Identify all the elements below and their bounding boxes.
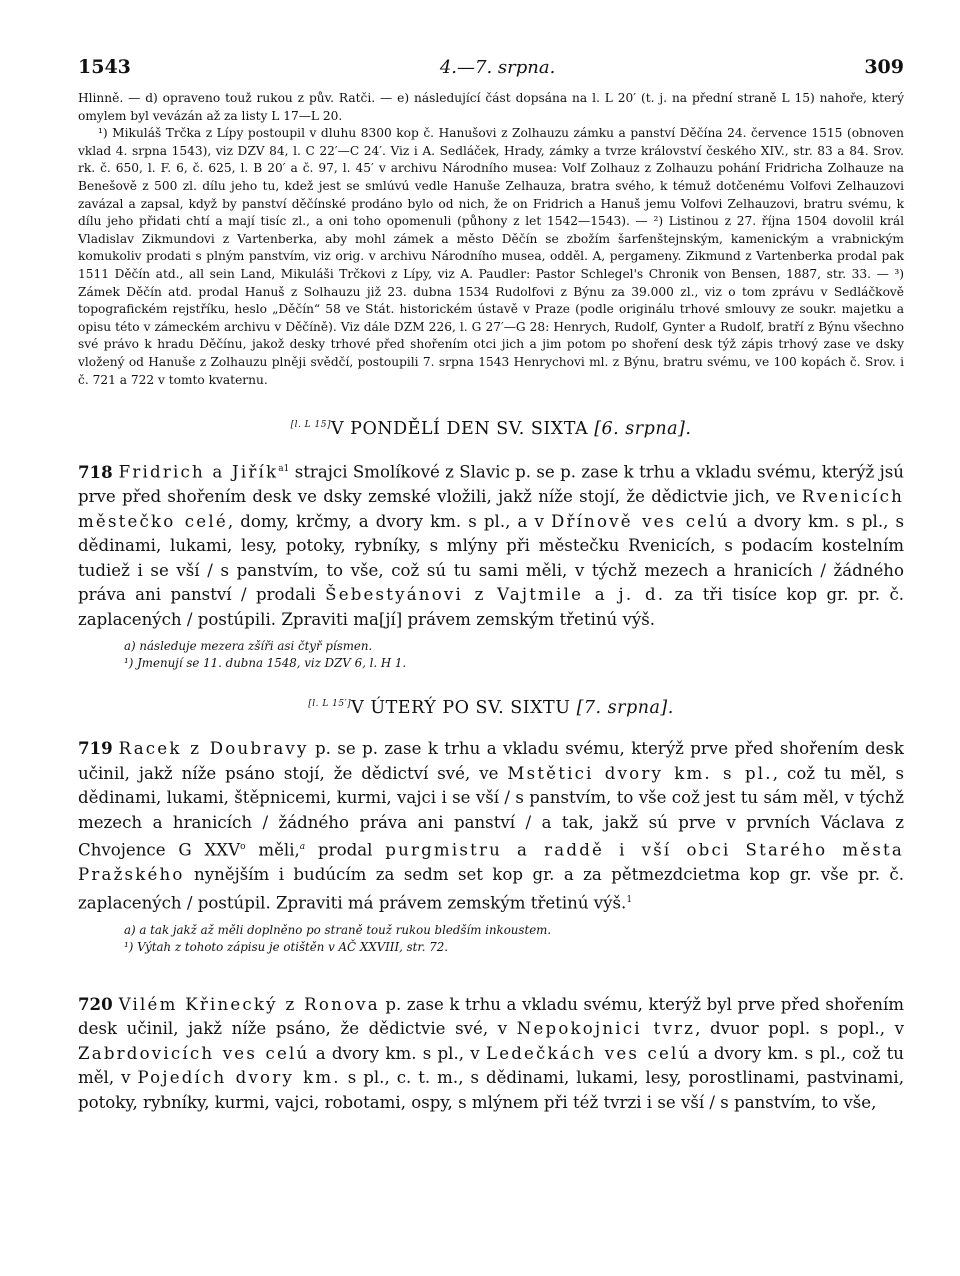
entry-720: 720 Vilém Křinecký z Ronova p. zase k trhu a vkladu svému, kterýž byl prve před shořením desk učinil, jakž níže psáno, že dědictvie své, v Nepokojnici tvrz, dvuor popl. s popl., v Zabrdovicích ves celú a dvory km. s pl., v Ledečkách ves celú a dvory km. s pl., což tu měl, v Pojedích dvory km. s pl., c. t. m., s dědinami, lukami, lesy, porostlinami, pastvinami, potoky, rybníky, kurmi, vajci, robotami, ospy, s mlýnem při též tvrzi i se vší / s panstvím, to vše,	[78, 993, 905, 1112]
page-number: 309	[864, 56, 904, 78]
entry-718: 718 Fridrich a Jiřík$^{a1}$ strajci Smolíkové z Slavic p. se p. zase k trhu a vkladu svému, kterýž jsú prve před shořením desk ve dsky zemské vložili, jakž níže stojí, že dědictvie jich, ve Rvenicích městečko celé, domy, krčmy, a dvory km. s pl., a v Dřínově ves celú a dvory km. s pl., s dědinami, lukami, lesy, potoky, rybníky, s mlýny při městečku Rvenicích, s podacím kostelním tudiež i se vší / s panstvím, to vše, což sú tu sami měli, v týchž mezech a hranicích / žádného práva ani panství / prodali Šebestyánovi z Vajtmile a j. d. za tři tisíce kop gr. pr. č. zaplacených / postúpili. Zpraviti ma[jí] právem zemským třetinú výš.	[78, 461, 905, 629]
document-page	[78, 56, 904, 1115]
section-heading-1	[78, 419, 904, 439]
footnotes-top	[78, 90, 904, 389]
entry-number: 720	[78, 993, 113, 1014]
heading-date: [6. srpna].	[594, 419, 692, 440]
entry-719-note-a: a) a tak jakž až měli doplněno po straně touž rukou bledším inkoustem.	[124, 922, 552, 937]
folio-ref: [l. L 15]	[290, 420, 331, 431]
section-heading-2	[78, 698, 904, 718]
heading-title: V PONDĚLÍ DEN SV. SIXTA	[330, 419, 589, 440]
heading-title: V ÚTERÝ PO SV. SIXTU	[351, 698, 571, 719]
entry-number: 719	[78, 738, 113, 759]
header-date: 4.—7. srpna.	[439, 57, 556, 78]
entry-718-note-1: ¹) Jmenují se 11. dubna 1548, viz DZV 6, l. H 1.	[124, 656, 407, 671]
entry-719: 719 Racek z Doubravy p. se p. zase k trhu a vkladu svému, kterýž prve před shořením desk učinil, jakž níže psáno stojí, že dědictví své, ve Mstětici dvory km. s pl., což tu měl, s dědinami, lukami, štěpnicemi, kurmi, vajci i se vší / s panstvím, to vše což jest tu sám měl, v týchž mezech a hranicích / žádného práva ani panství / a tak, jakž sú prve v prvních Václava z Chvojence G XXV$^o$ měli,$^a$ prodal purgmistru a raddě i vší obci Starého města Pražského nynějším i budúcím za sedm set kop gr. a za pětmezdcietma kop gr. vše pr. č. zaplacených / postúpil. Zpraviti má právem zemským třetinú výš.$^1$	[78, 738, 904, 913]
header-year: 1543	[78, 56, 131, 78]
running-header	[78, 56, 904, 90]
heading-date: [7. srpna].	[576, 698, 674, 719]
entry-719-note-1: ¹) Výtah z tohoto zápisu je otištěn v AČ XXVIII, str. 72.	[124, 939, 449, 954]
note-continuation: Hlinně. — d) opraveno touž rukou z pův. Ratči. — e) následující část dopsána na l. L 20′ (t. j. na přední straně L 15) nahoře, který omylem byl vevázán až za listy L 17—L 20.	[78, 91, 904, 123]
note-block: ¹) Mikuláš Trčka z Lípy postoupil v dluhu 8300 kop č. Hanušovi z Zolhauzu zámku a panství Děčína 24. července 1515 (obnoven vklad 4. srpna 1543), viz DZV 84, l. C 22′—C 24′. Viz i A. Sedláček, Hrady, zámky a tvrze království českého XIV., str. 83 a 84. Srov. rk. č. 650, l. F. 6, č. 625, l. B 20′ a č. 97, l. 45′ v archivu Národního musea: Volf Zolhauz z Zolhauzu pohání Fridricha Zolhauze na Benešově z 500 zl. dílu jeho tu, kdež jest se smlúvú vedle Hanuše Zelhauza, bratra svého, k témuž dotčenému Volfovi Zelhauzovi zavázal a zapsal, když by panství děčínské prodáno bylo od nich, že on Fridrich a Hanuš jemu Volfovi Zelhauzovi, bratru svému, k dílu jeho přidati chtí a mají tisíc zl., a oni toho opomenuli (půhony z let 1542—1543). — ²) Listinou z 27. října 1504 dovolil král Vladislav Zikmundovi z Vartenberka, aby mohl zámek a město Děčín se zbožím šarfenštejnským, kamenickým a vrabnickým komukoliv prodati s plným panstvím, viz orig. v archivu Národního musea, odděl. A, pergameny. Zikmund z Vartenberka prodal pak 1511 Děčín atd., all sein Land, Mikuláši Trčkovi z Lípy, viz A. Paudler: Pastor Schlegel's Chronik von Bensen, 1887, str. 33. — ³) Zámek Děčín atd. prodal Hanuš z Solhauzu již 23. dubna 1534 Rudolfovi z Býnu za 39.000 zl., viz o tom zprávu v Sedláčkově topografickém rejstříku, heslo „Děčín“ 58 ve Stát. historickém ústavě v Praze (podle originálu trhové smlouvy ze soukr. majetku a opisu této v zámeckém archivu v Děčíně). Viz dále DZM 226, l. G 27′—G 28: Henrych, Rudolf, Gynter a Rudolf, bratří z Býnu všechno své právo k hradu Děčínu, jakož desky trhové před shořením otci jich a jim potom po shoření desk týž zápis trhový zase ve dsky vložený od Hanuše z Zolhauzu plněji svědčí, postoupili 7. srpna 1543 Henrychovi ml. z Býnu, bratru svému, ve 100 kopách č. Srov. i č. 721 a 722 v tomto kvaternu.	[78, 126, 904, 387]
entry-number: 718	[78, 461, 113, 482]
entry-718-note-a: a) následuje mezera zšíři asi čtyř písmen.	[124, 639, 373, 654]
folio-ref: [l. L 15′]	[308, 699, 352, 710]
